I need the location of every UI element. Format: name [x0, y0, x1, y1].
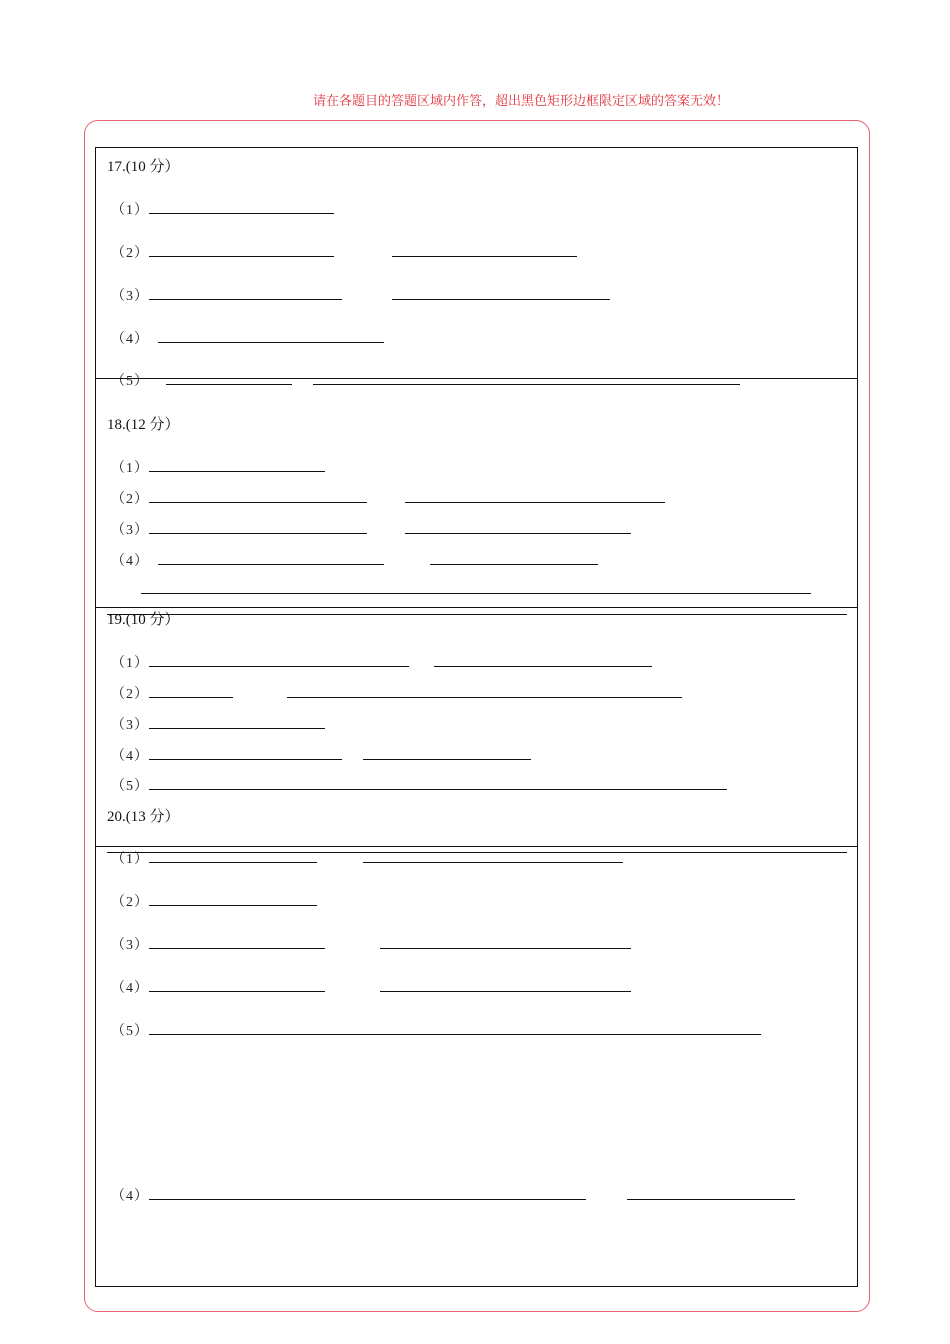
- q18-label-2: （2）: [111, 492, 149, 507]
- q18-label-1: （1）: [111, 461, 149, 476]
- q18-3-answer-blank-a[interactable]: [149, 533, 367, 534]
- q19-5-answer-blank[interactable]: [149, 789, 727, 790]
- section-divider: [95, 846, 858, 847]
- q20-extra-answer-blank-a[interactable]: [149, 1199, 586, 1200]
- q17-label-2: （2）: [111, 246, 149, 261]
- question-19-title: 19.(10 分）: [107, 612, 180, 628]
- section-header-line: [107, 614, 847, 615]
- q20-5-answer-blank[interactable]: [149, 1034, 761, 1035]
- q18-2-answer-blank-a[interactable]: [149, 502, 367, 503]
- q19-label-4: （4）: [111, 749, 149, 764]
- q20-extra-answer-blank-b[interactable]: [627, 1199, 795, 1200]
- question-20-title: 20.(13 分）: [107, 809, 180, 825]
- q17-2-answer-blank-a[interactable]: [149, 256, 334, 257]
- q20-1-answer-blank-a[interactable]: [149, 862, 317, 863]
- q17-1-answer-blank[interactable]: [149, 213, 334, 214]
- q18-4-answer-blank-a[interactable]: [158, 564, 384, 565]
- q20-label-1: （1）: [111, 852, 149, 867]
- answer-area-notice: 请在各题目的答题区域内作答，超出黑色矩形边框限定区域的答案无效！: [312, 93, 729, 108]
- q17-label-4: （4）: [111, 332, 149, 347]
- question-17-title: 17.(10 分）: [107, 159, 180, 175]
- q17-5-answer-blank-b[interactable]: [313, 384, 740, 385]
- q18-3-answer-blank-b[interactable]: [405, 533, 631, 534]
- q17-5-answer-blank-a[interactable]: [166, 384, 292, 385]
- q18-1-answer-blank[interactable]: [149, 471, 325, 472]
- q19-3-answer-blank[interactable]: [149, 728, 325, 729]
- q20-4-answer-blank-a[interactable]: [149, 991, 325, 992]
- q20-3-answer-blank-a[interactable]: [149, 948, 325, 949]
- q20-label-2: （2）: [111, 895, 149, 910]
- section-header-line: [107, 852, 847, 853]
- q20-4-answer-blank-b[interactable]: [380, 991, 631, 992]
- q17-3-answer-blank-b[interactable]: [392, 299, 610, 300]
- q17-label-3: （3）: [111, 289, 149, 304]
- q20-label-4: （4）: [111, 981, 149, 996]
- q18-label-3: （3）: [111, 523, 149, 538]
- q17-label-1: （1）: [111, 203, 149, 218]
- q20-2-answer-blank[interactable]: [149, 905, 317, 906]
- q20-label-extra: （4）: [111, 1189, 149, 1204]
- section-divider: [95, 607, 858, 608]
- section-divider: [95, 378, 858, 379]
- q18-extra-answer-blank[interactable]: [141, 593, 811, 594]
- q17-4-answer-blank[interactable]: [158, 342, 384, 343]
- q18-2-answer-blank-b[interactable]: [405, 502, 665, 503]
- q20-3-answer-blank-b[interactable]: [380, 948, 631, 949]
- q20-1-answer-blank-b[interactable]: [363, 862, 623, 863]
- q19-4-answer-blank-b[interactable]: [363, 759, 531, 760]
- q19-4-answer-blank-a[interactable]: [149, 759, 342, 760]
- q19-label-1: （1）: [111, 656, 149, 671]
- q19-label-5: （5）: [111, 779, 149, 794]
- q19-2-answer-blank-a[interactable]: [149, 697, 233, 698]
- q17-label-5: （5）: [111, 374, 149, 389]
- question-18-title: 18.(12 分）: [107, 417, 180, 433]
- q18-label-4: （4）: [111, 554, 149, 569]
- answer-area-frame: [95, 147, 858, 1287]
- q19-label-2: （2）: [111, 687, 149, 702]
- q19-2-answer-blank-b[interactable]: [287, 697, 682, 698]
- q17-3-answer-blank-a[interactable]: [149, 299, 342, 300]
- q17-2-answer-blank-b[interactable]: [392, 256, 577, 257]
- q19-1-answer-blank-a[interactable]: [149, 666, 409, 667]
- q20-label-5: （5）: [111, 1024, 149, 1039]
- q19-label-3: （3）: [111, 718, 149, 733]
- q18-4-answer-blank-b[interactable]: [430, 564, 598, 565]
- q19-1-answer-blank-b[interactable]: [434, 666, 652, 667]
- q20-label-3: （3）: [111, 938, 149, 953]
